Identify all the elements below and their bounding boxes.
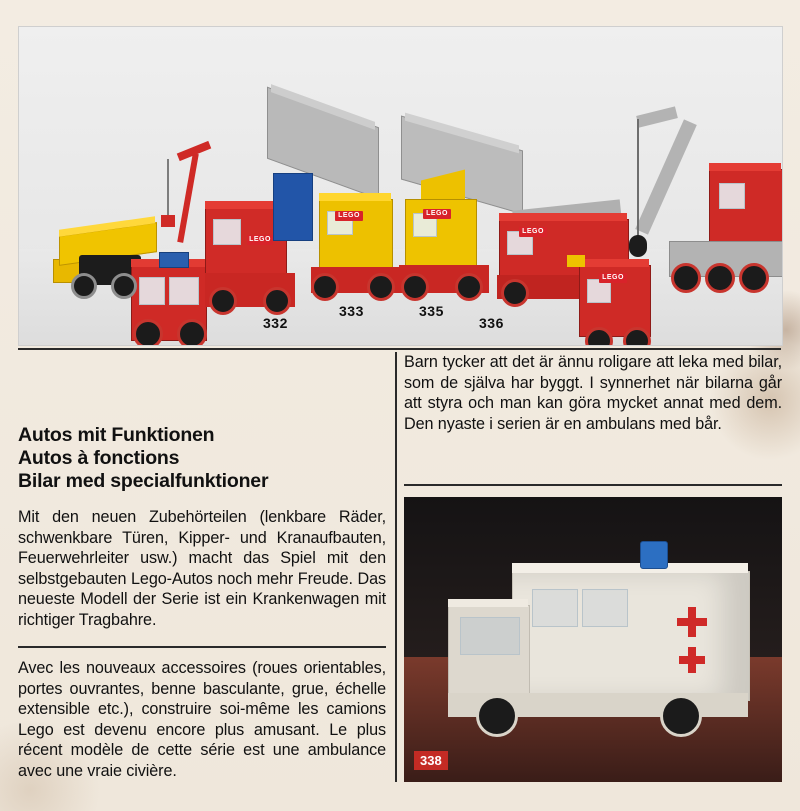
divider-right xyxy=(404,484,782,486)
wheel-332-front xyxy=(209,287,237,315)
left-text-column-fr xyxy=(18,658,386,781)
lego-logo-337: LEGO xyxy=(599,273,627,283)
cab-window-2 xyxy=(169,277,199,305)
blue-beacon-light xyxy=(640,541,668,569)
wheel-front xyxy=(133,319,163,346)
top-product-photo xyxy=(18,26,783,346)
model-number-335: 335 xyxy=(419,303,444,319)
paragraph-french: Avec les nouveaux accessoires (roues orientables, portes ouvrantes, benne basculante, grue, échelle extensible etc.), construire soi-même les camions Lego est devenu encore plus amusant. Le plus récent modèle de cette série est une ambulance avec une vraie civière. xyxy=(18,659,386,780)
model-number-336: 336 xyxy=(479,315,504,331)
model-number-332: 332 xyxy=(263,315,288,331)
lego-logo-335: LEGO xyxy=(423,209,451,219)
title-line-sv: Bilar med specialfunktioner xyxy=(18,470,269,492)
fire-body-studs xyxy=(499,213,627,221)
blue-roof-brick xyxy=(159,252,189,268)
crane-wheel-2 xyxy=(705,263,735,293)
wheel-335-rear xyxy=(455,273,483,301)
wheel-bed xyxy=(71,273,97,299)
red-cross-2b xyxy=(679,656,705,664)
ambulance-roof-studs xyxy=(512,563,748,573)
page-title xyxy=(18,424,386,493)
wheel-335-front xyxy=(401,273,429,301)
crane-wheel-1 xyxy=(671,263,701,293)
blue-panel xyxy=(273,173,313,241)
lego-logo-336: LEGO xyxy=(519,227,547,237)
wheel-332-rear xyxy=(263,287,291,315)
crane-cabin-studs xyxy=(709,163,781,171)
wheel-rear xyxy=(177,319,207,346)
lego-logo-333: LEGO xyxy=(335,211,363,221)
model-number-338: 338 xyxy=(414,751,448,770)
divider-top xyxy=(18,348,781,350)
cab-337-studs xyxy=(579,259,649,267)
ambulance-cab-studs xyxy=(448,599,528,607)
red-cross-1b xyxy=(677,618,707,626)
divider-left xyxy=(18,646,386,648)
wheel-333-front xyxy=(311,273,339,301)
crane-hook xyxy=(161,215,175,227)
crane-big-tip xyxy=(636,106,678,127)
left-text-column xyxy=(18,424,386,630)
ambulance-photo xyxy=(404,497,782,782)
model-number-333: 333 xyxy=(339,303,364,319)
model-number-331 xyxy=(189,345,214,346)
crane-window xyxy=(213,219,241,245)
title-line-fr: Autos à fonctions xyxy=(18,447,180,469)
yellow-cab-studs xyxy=(319,193,391,201)
title-line-de: Autos mit Funktionen xyxy=(18,424,215,446)
ambulance-wheel-rear xyxy=(660,695,702,737)
ambulance-side-window-2 xyxy=(582,589,628,627)
crane-big-boom xyxy=(635,119,697,234)
crane-big-weight xyxy=(629,235,647,257)
yellow-roof-light xyxy=(567,255,585,267)
wheel-336-front xyxy=(501,279,529,307)
crane-wheel-3 xyxy=(739,263,769,293)
wheel-333-rear xyxy=(367,273,395,301)
paragraph-german: Mit den neuen Zubehörteilen (lenkbare Räder, schwenkbare Türen, Kipper- und Kranaufbauten, Feuerwehrleiter usw.) macht das Spiel mit den selbstgebauten Lego-Autos noch mehr Freude. Das neueste Modell der Serie ist ein Krankenwagen mit richtiger Tragbahre. xyxy=(18,508,386,629)
crane-cable xyxy=(167,159,169,217)
divider-vertical xyxy=(395,352,397,782)
crane-big-cable xyxy=(637,119,639,239)
crane-cabin-window xyxy=(719,183,745,209)
paragraph-swedish: Barn tycker att det är ännu roligare att leka med bilar, som de själva har byggt. I synnerhet när bilarna går att styra och man kan göra mycket annat med dem. Den nyaste i serien är en ambulans med bår. xyxy=(404,353,782,433)
right-text-column xyxy=(404,352,782,434)
crane-boom xyxy=(177,153,199,243)
ambulance-side-window-1 xyxy=(532,589,578,627)
ambulance-wheel-front xyxy=(476,695,518,737)
wheel-bed-2 xyxy=(111,273,137,299)
cab-window xyxy=(139,277,165,305)
lego-logo-332: LEGO xyxy=(247,235,273,245)
ambulance-windshield xyxy=(460,617,520,655)
